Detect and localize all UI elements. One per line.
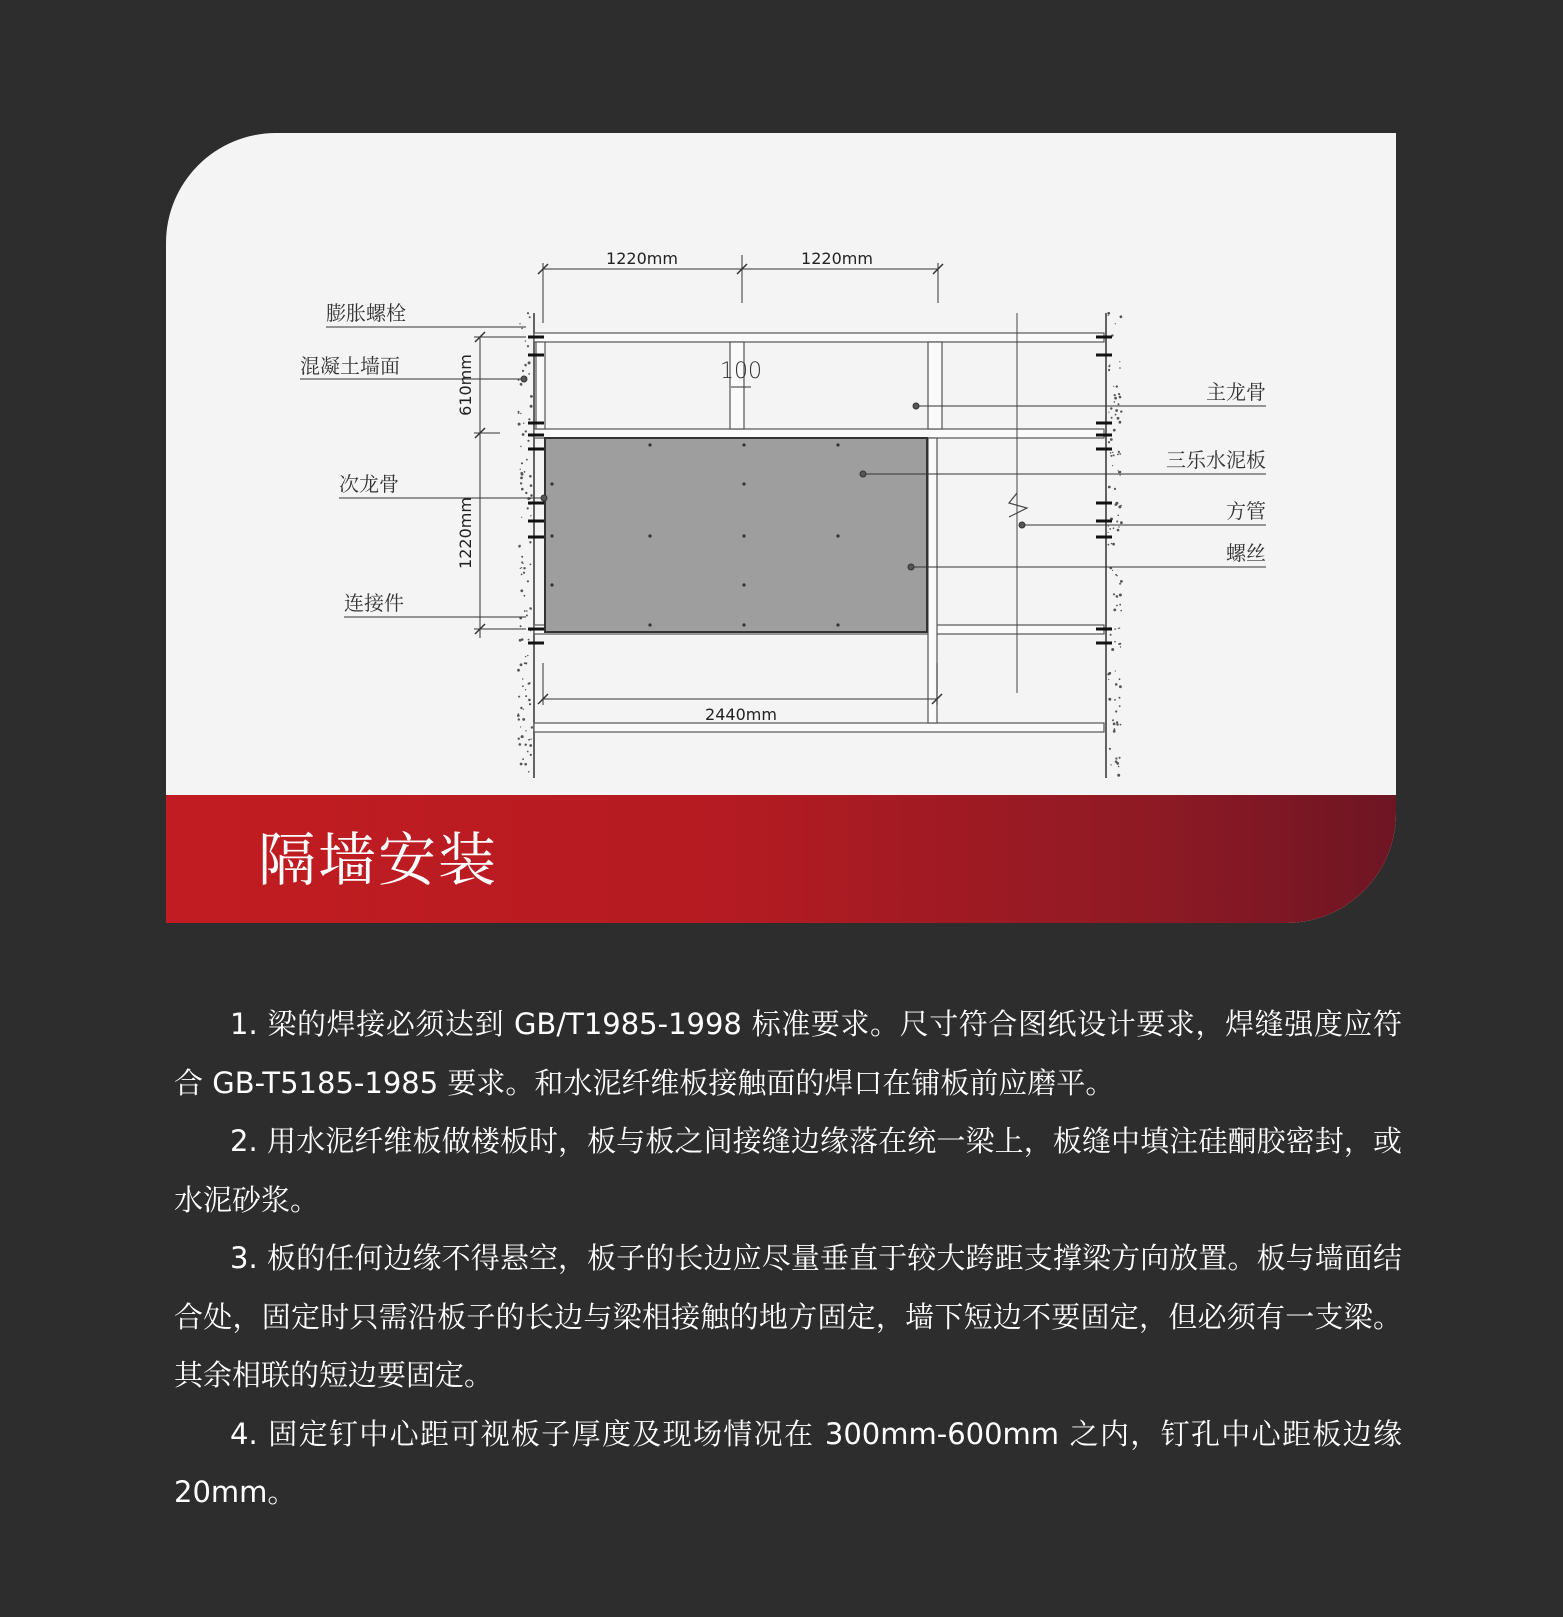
wall-speckle [1112,465,1113,466]
board-screw-point [648,443,651,446]
wall-speckle [1111,648,1114,651]
wall-speckle [1110,455,1112,457]
label-connector: 连接件 [344,591,404,615]
wall-speckle [527,440,529,442]
board-screw-point [648,534,651,537]
wall-speckle [1114,397,1117,400]
wall-speckle [1110,634,1112,636]
wall-speckle [1113,609,1116,612]
label-square-tube: 方管 [1226,499,1266,523]
wall-speckle [1112,543,1115,546]
wall-speckle [1108,526,1109,527]
wall-speckle [1118,505,1121,508]
wall-speckle [1116,575,1117,576]
wall-speckle [523,709,524,710]
wall-speckle [1115,683,1118,686]
wall-speckle [1120,646,1121,647]
wall-speckle [528,699,531,702]
board-screw-point [648,623,651,626]
wall-speckle [1108,544,1110,546]
board-screw-point [836,443,839,446]
wall-speckle [530,494,533,497]
wall-speckle [525,430,527,432]
concrete-wall-right [1106,311,1123,781]
wall-speckle [521,574,522,575]
wall-speckle [1118,403,1120,405]
label-expansion-bolt: 膨胀螺栓 [326,301,406,325]
wall-speckle [527,345,529,347]
diagram-svg [166,133,1396,793]
wall-speckle [1108,698,1111,701]
wall-speckle [521,561,523,563]
board-screw-point [742,623,745,626]
wall-speckle [1111,543,1113,545]
wall-speckle [1120,724,1122,726]
wall-speckle [1113,593,1115,595]
dim-left-top: 610mm [456,354,475,416]
wall-speckle [530,515,531,516]
wall-speckle [520,707,522,709]
board-screw-point [836,623,839,626]
label-concrete-wall: 混凝土墙面 [300,354,400,378]
wall-speckle [1108,532,1109,533]
wall-speckle [522,758,524,760]
wall-speckle [1119,604,1121,606]
wall-speckle [526,615,528,617]
wall-speckle [518,713,520,715]
wall-speckle [521,517,522,518]
note-1: 1. 梁的焊接必须达到 GB/T1985-1998 标准要求。尺寸符合图纸设计要求，焊缝强度应符合 GB-T5185-1985 要求。和水泥纤维板接触面的焊口在铺板前应磨平。 [174,1007,1402,1100]
wall-speckle [1108,672,1111,675]
wall-speckle [1114,401,1116,403]
wall-speckle [529,475,532,478]
wall-speckle [523,567,525,569]
wall-speckle [1110,438,1113,441]
wall-speckle [1120,610,1122,612]
wall-speckle [1116,521,1118,523]
wall-speckle [1113,429,1116,432]
wall-speckle [1114,641,1116,643]
dimension-top [538,255,943,323]
wall-speckle [529,316,531,318]
wall-speckle [1118,451,1120,453]
wall-speckle [528,739,530,741]
wall-speckle [1113,527,1115,529]
wall-speckle [525,656,526,657]
wall-speckle [522,718,525,721]
wall-speckle [1113,723,1116,726]
wall-speckle [1119,697,1121,699]
wall-speckle [1112,452,1113,453]
wall-speckle [1108,369,1110,371]
wall-speckle [530,564,532,566]
wall-speckle [530,395,533,398]
board-screw-point [836,534,839,537]
wall-speckle [1119,678,1121,680]
wall-speckle [525,730,526,731]
wall-speckle [1119,627,1120,628]
wall-speckle [525,492,527,494]
notes-list [174,995,1402,1522]
dim-bottom: 2440mm [705,705,777,724]
wall-speckle [1117,417,1120,420]
wall-speckle [1116,723,1118,725]
wall-speckle [518,718,520,720]
wall-speckle [1117,454,1119,456]
wall-speckle [520,383,523,386]
wall-speckle [524,763,527,766]
wall-speckle [518,738,520,740]
wall-speckle [527,655,528,656]
wall-speckle [521,567,522,568]
label-cement-board: 三乐水泥板 [1166,448,1266,472]
wall-speckle [1109,528,1111,530]
wall-speckle [1110,407,1112,409]
wall-speckle [527,751,529,753]
wall-speckle [527,507,529,509]
wall-speckle [1112,570,1113,571]
banner-title: 隔墙安装 [258,826,499,894]
wall-speckle [1116,595,1119,598]
board-screw-point [742,482,745,485]
board-screw-point [742,443,745,446]
wall-speckle [528,771,530,773]
wall-speckle [1112,719,1114,721]
wall-speckle [1116,605,1118,607]
wall-speckle [1117,529,1120,532]
wall-speckle [1110,452,1112,454]
wall-speckle [1119,685,1122,688]
wall-speckle [528,361,531,364]
wall-speckle [1119,453,1121,455]
wall-speckle [524,595,526,597]
wall-speckle [1109,748,1111,750]
wall-speckle [1114,728,1116,730]
wall-speckle [1117,515,1119,517]
dimension-bottom [538,663,942,705]
wall-speckle [523,423,524,424]
wall-speckle [529,607,531,609]
wall-speckle [529,703,531,705]
wall-speckle [1120,580,1123,583]
wall-speckle [1110,764,1111,765]
wall-speckle [529,682,531,684]
wall-speckle [522,370,524,372]
wall-speckle [1114,699,1116,701]
wall-speckle [1119,367,1121,369]
dim-top-right: 1220mm [801,249,873,268]
wall-speckle [1118,470,1119,471]
board-screw-point [550,583,553,586]
wall-speckle [1108,679,1109,680]
wall-speckle [525,695,527,697]
wall-speckle [520,477,523,480]
title-banner [166,795,1396,923]
wall-speckle [519,323,520,324]
wall-speckle [521,462,523,464]
wall-speckle [1120,315,1123,318]
wall-speckle [1118,628,1119,629]
wall-speckle [529,744,532,747]
wall-speckle [1113,730,1116,733]
wall-speckle [518,423,521,426]
wall-speckle [520,663,523,666]
wall-speckle [1111,417,1113,419]
wall-speckle [523,572,525,574]
wall-speckle [527,312,529,314]
wall-speckle [1115,409,1118,412]
wall-speckle [1115,710,1117,712]
wall-speckle [1119,421,1122,424]
wall-speckle [1113,454,1115,456]
wall-speckle [519,743,522,746]
label-main-keel: 主龙骨 [1206,380,1266,404]
note-2: 2. 用水泥纤维板做楼板时，板与板之间接缝边缘落在统一梁上，板缝中填注硅酮胶密封，或水泥砂浆。 [174,1124,1402,1217]
wall-speckle [524,471,526,473]
wall-speckle [1116,385,1118,387]
wall-speckle [1118,643,1120,645]
wall-speckle [520,472,523,475]
wall-speckle [1119,757,1121,759]
wall-speckle [520,625,522,627]
wall-speckle [1113,386,1114,387]
wall-speckle [525,744,527,746]
dim-left-bottom: 1220mm [456,497,475,569]
wall-speckle [521,328,523,330]
partition-diagram [166,133,1396,793]
dim-center: 100 [720,359,762,384]
wall-speckle [1115,757,1117,759]
wall-speckle [530,484,533,487]
wall-speckle [524,662,526,664]
wall-speckle [1119,361,1120,362]
wall-speckle [521,736,523,738]
wall-speckle [1115,760,1118,763]
wall-speckle [1119,583,1121,585]
wall-speckle [526,610,528,612]
wall-speckle [1119,594,1122,597]
wall-speckle [531,726,533,728]
wall-speckle [522,433,525,436]
wall-speckle [1119,396,1122,399]
wall-speckle [1120,410,1122,412]
wall-speckle [1115,323,1116,324]
wall-speckle [1115,414,1117,416]
wall-speckle [526,459,528,461]
wall-speckle [1119,471,1121,473]
wall-speckle [1115,503,1118,506]
wall-speckle [518,696,520,698]
label-screw: 螺丝 [1226,541,1266,565]
wall-speckle [529,541,531,543]
wall-speckle [528,373,530,375]
wall-speckle [528,418,530,420]
wall-speckle [530,405,533,408]
wall-speckle [524,610,526,612]
note-3: 3. 板的任何边缘不得悬空，板子的长边应尽量垂直于较大跨距支撑梁方向放置。板与墙面结合处，固定时只需沿板子的长边与梁相接触的地方固定，墙下短边不要固定，但必须有一支梁。其余相联的短边要固定。 [174,1241,1402,1392]
wall-speckle [1116,721,1118,723]
wall-speckle [1108,412,1109,413]
wall-speckle [522,685,524,687]
wall-speckle [1120,475,1121,476]
wall-speckle [518,411,520,413]
wall-speckle [1115,670,1116,671]
wall-speckle [1118,393,1120,395]
board-screw-point [742,534,745,537]
wall-speckle [1117,774,1120,777]
wall-speckle [520,568,521,569]
note-4: 4. 固定钉中心距可视板子厚度及现场情况在 300mm-600mm 之内，钉孔中心距板边缘 20mm。 [174,1416,1402,1509]
wall-speckle [521,556,523,558]
wall-speckle [1109,364,1110,365]
dim-top-left: 1220mm [606,249,678,268]
wall-speckle [530,754,532,756]
wall-speckle [1108,486,1111,489]
wall-speckle [522,678,523,679]
wall-speckle [530,738,531,739]
wall-speckle [520,763,523,766]
label-secondary-keel: 次龙骨 [339,472,399,496]
wall-speckle [1118,766,1120,768]
wall-speckle [1114,628,1116,630]
wall-speckle [524,364,526,366]
wall-speckle [521,488,524,491]
wall-speckle [517,669,520,672]
board-screw-point [550,534,553,537]
board-screw-point [742,583,745,586]
diagram-card [166,133,1396,923]
wall-speckle [525,340,526,341]
wall-speckle [525,689,526,690]
wall-speckle [519,545,521,547]
wall-speckle [520,589,523,592]
wall-speckle [1118,526,1119,527]
wall-speckle [520,482,522,484]
wall-speckle [1119,705,1121,707]
wall-speckle [520,726,521,727]
wall-speckle [527,580,529,582]
wall-speckle [528,639,530,641]
wall-speckle [521,638,524,641]
wall-speckle [1114,488,1116,490]
cement-board [545,438,927,632]
wall-speckle [520,446,521,447]
wall-speckle [1114,394,1116,396]
wall-speckle [1120,521,1123,524]
wall-speckle [1107,312,1110,315]
board-screw-point [550,482,553,485]
wall-speckle [520,413,521,414]
wall-speckle [520,469,521,470]
wall-speckle [1108,441,1110,443]
wall-speckle [1108,315,1109,316]
